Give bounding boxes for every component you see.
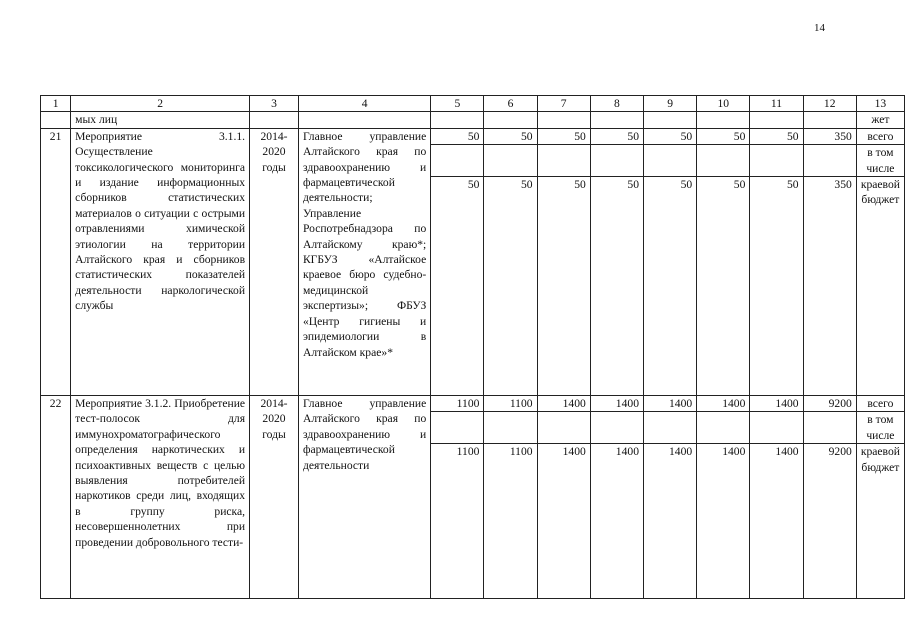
funding-label: в том числе xyxy=(856,145,904,177)
value-cell: 50 xyxy=(697,128,750,144)
measure-text: Мероприятие 3.1.1. Осуществление токсикологического мониторинга и издание информационных сборников статистических материалов о ситуации с острыми отравлениями химической этиологии на территории Алтайского края и сборников статистических показателей деятельности наркологической службы xyxy=(71,128,250,395)
program-table xyxy=(40,95,905,599)
value-cell: 350 xyxy=(803,177,856,396)
value-cell: 50 xyxy=(750,128,803,144)
continuation-text: жет xyxy=(856,112,904,128)
executor-text: Главное управление Алтайского края по здравоохранению и фармацевтической деятельности xyxy=(298,396,430,599)
executor-text: Главное управление Алтайского края по здравоохранению и фармацевтической деятельности; Управление Роспотребнадзора по Алтайскому краю*; КГБУЗ «Алтайское краевое бюро судебно-медицинской экспертизы»; ФБУЗ «Центр гигиены и эпидемиологии в Алтайском крае»* xyxy=(298,128,430,395)
value-cell: 50 xyxy=(431,128,484,144)
value-cell: 50 xyxy=(484,128,537,144)
value-cell: 9200 xyxy=(803,444,856,599)
row-number: 21 xyxy=(41,128,71,395)
measure-text: Мероприятие 3.1.2. Приобретение тест-полосок для иммунохроматографического определения наркотических и психоактивных веществ с целью выявления потребителей наркотиков среди лиц, входящих в группу риска, несовершеннолетних при проведении добровольного тести- xyxy=(71,396,250,599)
col-header: 8 xyxy=(590,96,643,112)
value-cell: 1400 xyxy=(750,444,803,599)
row-number: 22 xyxy=(41,396,71,599)
value-cell: 50 xyxy=(431,177,484,396)
value-cell: 50 xyxy=(643,128,696,144)
value-cell: 1400 xyxy=(750,396,803,412)
col-header: 1 xyxy=(41,96,71,112)
continuation-row xyxy=(41,112,905,128)
value-cell: 1400 xyxy=(590,396,643,412)
value-cell: 50 xyxy=(537,128,590,144)
table-row xyxy=(41,128,905,144)
value-cell: 1100 xyxy=(431,444,484,599)
value-cell: 1400 xyxy=(643,396,696,412)
funding-label: всего xyxy=(856,128,904,144)
value-cell: 50 xyxy=(537,177,590,396)
col-header: 12 xyxy=(803,96,856,112)
col-header: 3 xyxy=(250,96,299,112)
value-cell: 50 xyxy=(697,177,750,396)
value-cell: 50 xyxy=(643,177,696,396)
value-cell: 50 xyxy=(590,128,643,144)
col-header: 6 xyxy=(484,96,537,112)
value-cell: 1400 xyxy=(537,444,590,599)
col-header: 10 xyxy=(697,96,750,112)
value-cell: 1100 xyxy=(484,444,537,599)
col-header: 9 xyxy=(643,96,696,112)
value-cell: 1400 xyxy=(537,396,590,412)
continuation-text: мых лиц xyxy=(71,112,250,128)
funding-label: краевой бюджет xyxy=(856,444,904,599)
value-cell: 1400 xyxy=(590,444,643,599)
value-cell: 50 xyxy=(750,177,803,396)
col-header: 11 xyxy=(750,96,803,112)
value-cell: 1400 xyxy=(697,396,750,412)
period-cell: 2014-2020 годы xyxy=(250,128,299,395)
table-row xyxy=(41,396,905,412)
value-cell: 9200 xyxy=(803,396,856,412)
value-cell: 1100 xyxy=(484,396,537,412)
value-cell: 1100 xyxy=(431,396,484,412)
col-header: 13 xyxy=(856,96,904,112)
bottom-rule xyxy=(40,598,877,599)
page-number: 14 xyxy=(814,22,825,34)
funding-label: всего xyxy=(856,396,904,412)
col-header: 5 xyxy=(431,96,484,112)
value-cell: 350 xyxy=(803,128,856,144)
col-header: 2 xyxy=(71,96,250,112)
col-header: 4 xyxy=(298,96,430,112)
funding-label: в том числе xyxy=(856,412,904,444)
value-cell: 1400 xyxy=(643,444,696,599)
funding-label: краевой бюджет xyxy=(856,177,904,396)
value-cell: 50 xyxy=(484,177,537,396)
value-cell: 1400 xyxy=(697,444,750,599)
value-cell: 50 xyxy=(590,177,643,396)
period-cell: 2014-2020 годы xyxy=(250,396,299,599)
col-header: 7 xyxy=(537,96,590,112)
header-row xyxy=(41,96,905,112)
